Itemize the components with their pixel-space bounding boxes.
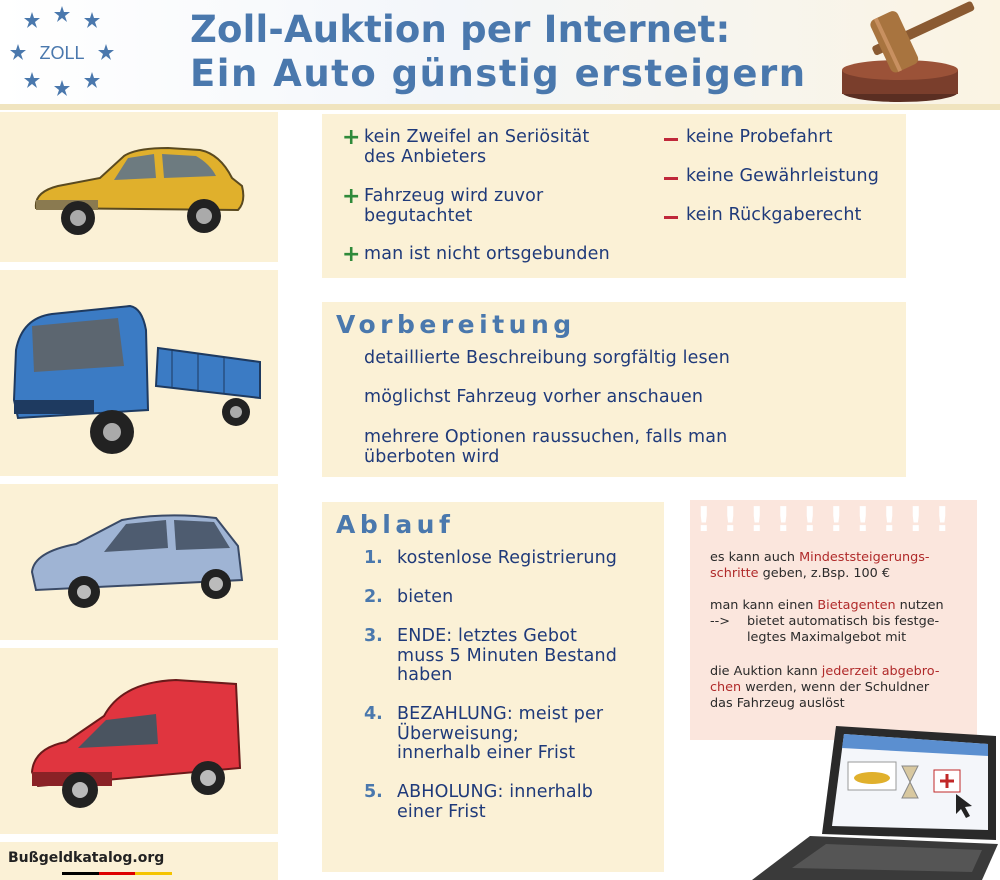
step-number: 4. bbox=[364, 704, 383, 724]
pro-item: man ist nicht ortsgebunden bbox=[364, 244, 610, 264]
plus-icon: + bbox=[342, 125, 361, 150]
notice-text-2b bbox=[710, 614, 730, 630]
notice-text-1: es kann auch Mindeststeigerungs- bbox=[710, 550, 930, 565]
minus-icon bbox=[664, 177, 678, 180]
logo-text: ZOLL bbox=[39, 43, 85, 63]
gavel-icon bbox=[820, 0, 1000, 104]
step-text: bieten bbox=[397, 587, 454, 607]
header-divider bbox=[0, 104, 1000, 110]
flag-stripe bbox=[62, 872, 172, 875]
notice-text-3: die Auktion kann jederzeit abgebro- bbox=[710, 664, 940, 679]
step-text: BEZAHLUNG: meist per Überweisung; innerhalb einer Frist bbox=[397, 704, 604, 763]
notice-text-2d: legtes Maximalgebot mit bbox=[747, 630, 907, 645]
car-panel-3 bbox=[0, 484, 278, 640]
prep-item: möglichst Fahrzeug vorher anschauen bbox=[364, 387, 704, 407]
exclamation-row: !!!!!!!!!! bbox=[696, 500, 962, 540]
red-van-illustration bbox=[26, 674, 252, 820]
pro-item: kein Zweifel an Seriösität des Anbieters bbox=[364, 127, 590, 167]
step-number: 2. bbox=[364, 587, 383, 607]
section-heading-ablauf: Ablauf bbox=[336, 510, 455, 539]
car-panel-4 bbox=[0, 648, 278, 834]
blue-truck-illustration bbox=[8, 290, 270, 466]
step-text: ABHOLUNG: innerhalb einer Frist bbox=[397, 782, 594, 822]
silver-car-illustration bbox=[26, 508, 252, 618]
prep-item: mehrere Optionen raussuchen, falls man überboten wird bbox=[364, 427, 728, 467]
laptop-illustration bbox=[752, 722, 1000, 880]
pros-cons-box bbox=[322, 114, 906, 278]
ablauf-box bbox=[322, 502, 664, 872]
step-text: kostenlose Registrierung bbox=[397, 548, 618, 568]
minus-icon bbox=[664, 216, 678, 219]
con-item: kein Rückgaberecht bbox=[686, 205, 862, 225]
minus-icon bbox=[664, 138, 678, 141]
step-number: 5. bbox=[364, 782, 383, 802]
page-title-line-2: Ein Auto günstig ersteigern bbox=[190, 52, 807, 95]
pro-item: Fahrzeug wird zuvor begutachtet bbox=[364, 186, 544, 226]
step-text: ENDE: letztes Gebot muss 5 Minuten Bestand haben bbox=[397, 626, 618, 685]
vorbereitung-box bbox=[322, 302, 906, 477]
car-panel-2 bbox=[0, 270, 278, 476]
prep-item: detaillierte Beschreibung sorgfältig lesen bbox=[364, 348, 730, 368]
arrow-icon: --> bbox=[710, 614, 730, 629]
step-number: 3. bbox=[364, 626, 383, 646]
plus-icon: + bbox=[342, 242, 361, 267]
notice-text-2c: bietet automatisch bis festge- bbox=[747, 614, 940, 629]
notice-text-2: man kann einen Bietagenten nutzen bbox=[710, 598, 944, 613]
notice-text-3b: chen werden, wenn der Schuldner bbox=[710, 680, 930, 695]
notice-box bbox=[690, 500, 977, 740]
step-number: 1. bbox=[364, 548, 383, 568]
brand-label: Bußgeldkatalog.org bbox=[8, 850, 165, 866]
yellow-car-illustration bbox=[28, 140, 250, 248]
car-panel-1 bbox=[0, 112, 278, 262]
con-item: keine Probefahrt bbox=[686, 127, 833, 147]
notice-text-3c: das Fahrzeug auslöst bbox=[710, 696, 845, 711]
con-item: keine Gewährleistung bbox=[686, 166, 879, 186]
section-heading-vorbereitung: Vorbereitung bbox=[336, 310, 576, 339]
plus-icon: + bbox=[342, 184, 361, 209]
zoll-logo bbox=[6, 6, 126, 102]
page-title-line-1: Zoll-Auktion per Internet: bbox=[190, 8, 731, 51]
notice-text-1b: schritte geben, z.Bsp. 100 € bbox=[710, 566, 890, 581]
